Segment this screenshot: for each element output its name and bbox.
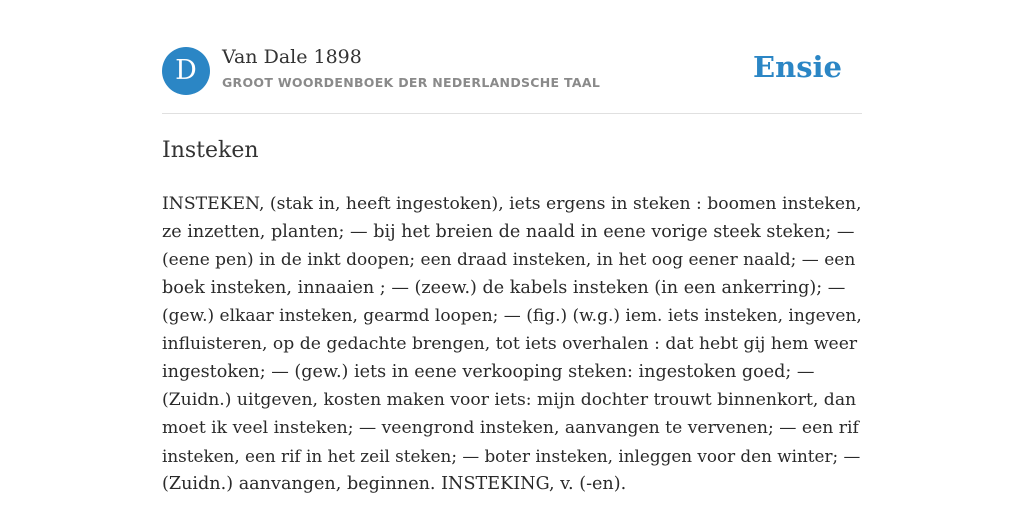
definition-line: (eene pen) in de inkt doopen; een draad insteken, in het oog eener naald; — een xyxy=(162,250,856,270)
definition-line: (Zuidn.) uitgeven, kosten maken voor iets: mijn dochter trouwt binnenkort, dan xyxy=(162,390,857,410)
entry-title: Insteken xyxy=(162,138,259,163)
definition-line: insteken, een rif in het zeil steken; — boter insteken, inleggen voor den winter; — xyxy=(162,446,861,466)
definition-line: boek insteken, innaaien ; — (zeew.) de kabels insteken (in een ankerring); — xyxy=(162,278,846,298)
definition-line: INSTEKEN, (stak in, heeft ingestoken), iets ergens in steken : boomen insteken, xyxy=(162,194,862,214)
dictionary-title[interactable]: Van Dale 1898 xyxy=(222,46,362,68)
definition-line: (Zuidn.) aanvangen, beginnen. INSTEKING, v. (-en). xyxy=(162,474,627,494)
entry-definition xyxy=(162,190,862,498)
definition-line: (gew.) elkaar insteken, gearmd loopen; — (fig.) (w.g.) iem. iets insteken, ingeven, xyxy=(162,306,862,326)
definition-line: ingestoken; — (gew.) iets in eene verkooping steken: ingestoken goed; — xyxy=(162,362,815,382)
definition-line: moet ik veel insteken; — veengrond insteken, aanvangen te vervenen; — een rif xyxy=(162,418,859,438)
dictionary-subtitle: GROOT WOORDENBOEK DER NEDERLANDSCHE TAAL xyxy=(222,75,601,90)
dictionary-logo[interactable]: D xyxy=(162,47,210,95)
definition-line: influisteren, op de gedachte brengen, tot iets overhalen : dat hebt gij hem weer xyxy=(162,334,858,354)
definition-line: ze inzetten, planten; — bij het breien de naald in eene vorige steek steken; — xyxy=(162,222,855,242)
brand-logo-link[interactable]: Ensie xyxy=(753,50,842,84)
header xyxy=(162,0,862,114)
page-container xyxy=(162,0,862,494)
